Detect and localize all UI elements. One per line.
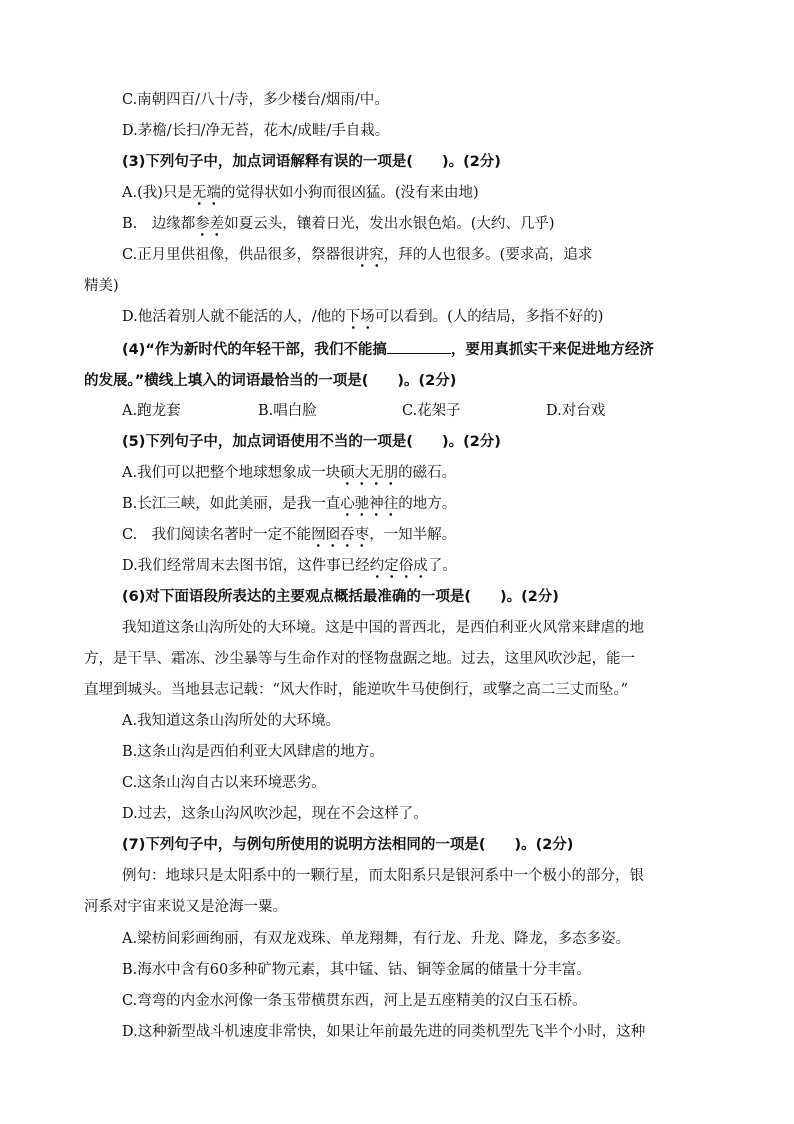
text: 的地方。 [398,496,457,512]
q5-option-d [122,556,457,576]
q4-option-d: D.对台戏 [546,403,606,419]
text: 的觉得状如小狗而很凶猛。(没有来由地) [220,185,479,201]
emphasis-text: 下场 [346,309,375,330]
fill-blank [387,339,451,354]
text: C.正月里供祖像，供品很多，祭器很 [122,247,355,263]
q7-example-line-1: 例句：地球只是太阳系中的一颗行星，而太阳系只是银河系中一个极小的部分，银 [122,868,644,884]
q3-stem: (3)下列句子中，加点词语解释有误的一项是( )。(2分) [122,154,501,170]
q4-option-c: C.花架子 [402,403,461,419]
q6-passage-line-2: 方，是干旱、霜冻、沙尘暴等与生命作对的怪物盘踞之地。过去，这里风吹沙起，能一 [84,651,635,667]
dotted-term [192,185,221,206]
emphasis-text: 参差 [195,216,224,237]
q7-example-line-2: 河系对宇宙来说又是沧海一粟。 [84,899,287,915]
text: ，要用真抓实干来促进地方经济 [450,342,654,358]
q3-option-c [122,245,592,265]
text: (4)“作为新时代的年轻干部，我们不能搞 [122,342,387,358]
text: ，一知半解。 [369,527,457,543]
emphasis-text: 讲究 [355,247,384,268]
text: C. 我们阅读名著时一定不能 [122,527,312,543]
q6-option-a: A.我知道这条山沟所处的大环境。 [122,713,341,729]
q2-option-d: D.茅檐/长扫/净无苔，花木/成畦/手自栽。 [122,123,390,139]
emphasis-text: 硕大无朋 [340,465,398,486]
emphasis-text: 心驰神往 [340,496,398,517]
q6-option-b: B.这条山沟是西伯利亚大风肆虐的地方。 [122,744,384,760]
text: 的磁石。 [398,465,457,481]
q6-passage-line-1: 我知道这条山沟所处的大环境。这是中国的晋西北，是西伯利亚火风常来肆虐的地 [122,620,644,636]
q7-option-d: D.这种新型战斗机速度非常快，如果让年前最先进的同类机型先飞半个小时，这种 [122,1024,646,1040]
q5-option-a [122,463,456,483]
emphasis-text: 无端 [192,185,221,206]
q4-stem-continued: 的发展。”横线上填入的词语最恰当的一项是( )。(2分) [84,373,457,389]
q5-option-c [122,525,456,545]
text: B. 边缘都 [122,216,196,232]
text: A.我们可以把整个地球想象成一块 [122,465,341,481]
text: D.我们经常周末去图书馆，这件事已经 [122,558,370,574]
q7-stem: (7)下列句子中，与例句所使用的说明方法相同的一项是( )。(2分) [122,837,574,853]
q3-option-d [122,307,603,327]
q6-option-d: D.过去，这条山沟风吹沙起，现在不会这样了。 [122,806,428,822]
q3-option-a [122,183,479,203]
q3-option-c-continued: 精美) [84,278,119,294]
q6-passage-line-3: 直埋到城头。当地县志记载：“风大作时，能逆吹牛马使倒行，或擎之高二三丈而坠。” [84,682,629,698]
text: 可以看到。(人的结局，多指不好的) [374,309,604,325]
text: A.(我)只是 [122,185,192,201]
text: D.他活着别人就不能活的人，/他的 [122,309,346,325]
q2-option-c: C.南朝四百/八十/寺，多少楼台/烟雨/中。 [122,92,389,108]
text: 如夏云头，镶着日光，发出水银色焰。(大约、几乎) [224,216,555,232]
q7-option-b: B.海水中含有60多种矿物元素，其中锰、钴、铜等金属的储量十分丰富。 [122,962,591,978]
q7-option-c: C.弯弯的内金水河像一条玉带横贯东西，河上是五座精美的汉白玉石桥。 [122,993,587,1009]
text: 了。 [427,558,457,574]
q5-stem: (5)下列句子中，加点词语使用不当的一项是( )。(2分) [122,434,501,450]
q7-option-a: A.梁枋间彩画绚丽，有双龙戏珠、单龙翔舞，有行龙、升龙、降龙，多态多姿。 [122,931,631,947]
text: B.长江三峡，如此美丽，是我一直 [122,496,341,512]
q3-option-b [122,214,555,234]
q4-stem [122,339,654,360]
q6-stem: (6)对下面语段所表达的主要观点概括最准确的一项是( )。(2分) [122,589,559,605]
q5-option-b [122,494,456,514]
q4-option-b: B.唱白脸 [258,403,317,419]
text: ，拜的人也很多。(要求高，追求 [383,247,593,263]
q6-option-c: C.这条山沟自古以来环境恶劣。 [122,775,326,791]
q4-option-a: A.跑龙套 [122,403,181,419]
emphasis-text: 约定俗成 [370,558,428,579]
emphasis-text: 囫囵吞枣 [311,527,369,548]
